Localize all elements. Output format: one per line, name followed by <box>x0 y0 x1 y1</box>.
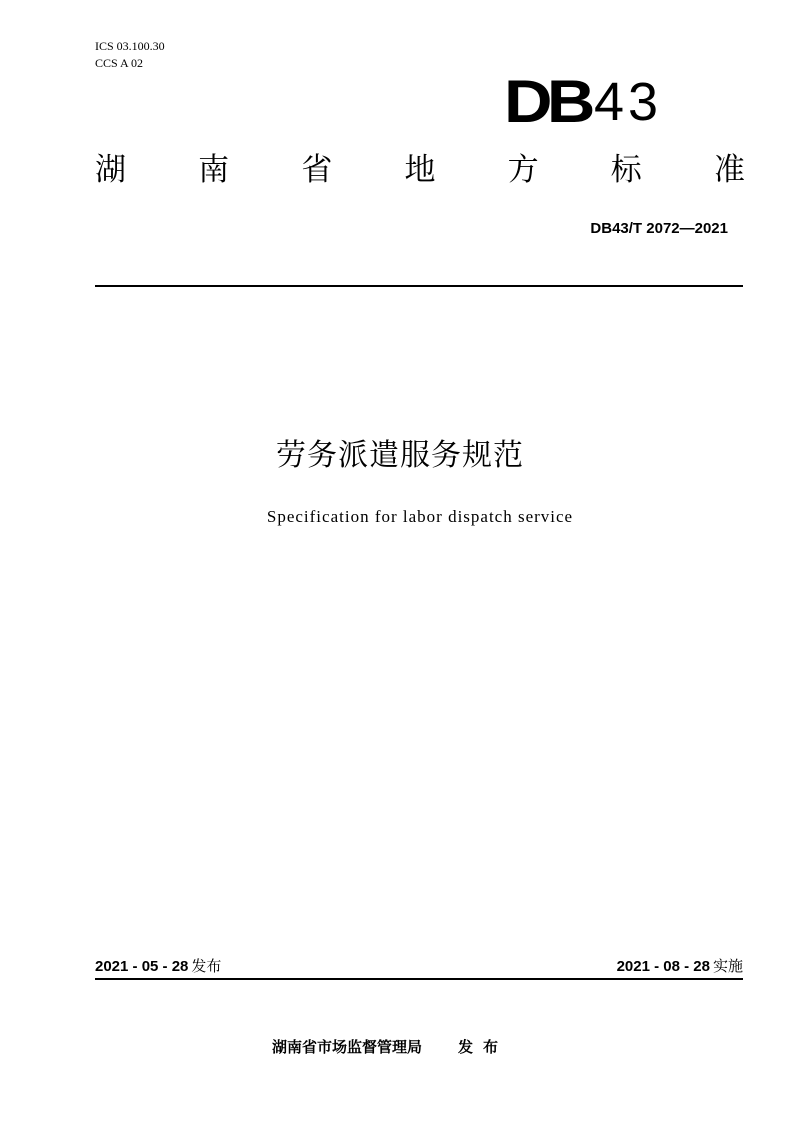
implement-date-block <box>617 955 743 978</box>
document-title-zh: 劳务派遣服务规范 <box>276 438 524 473</box>
top-divider <box>95 285 743 287</box>
bottom-divider <box>95 978 743 980</box>
db-logo-mark: DB <box>504 68 590 135</box>
document-title-en: Specification for labor dispatch service <box>266 507 574 526</box>
classification-codes <box>95 38 165 72</box>
issue-date: 2021 - 05 - 28 <box>95 958 189 975</box>
issue-label: 发布 <box>191 957 222 975</box>
issue-date-block <box>95 955 221 978</box>
standard-type-char: 地 <box>404 152 436 188</box>
standard-type-char: 南 <box>198 152 230 188</box>
issuer-action: 发布 <box>458 1038 509 1056</box>
db-logo <box>504 68 663 135</box>
standard-type-char: 方 <box>507 152 539 188</box>
standard-type-char: 湖 <box>95 152 126 188</box>
ics-code: ICS 03.100.30 <box>95 39 165 53</box>
standard-type-char: 省 <box>301 152 333 188</box>
db-logo-code: 43 <box>594 72 663 132</box>
implement-date: 2021 - 08 - 28 <box>616 958 710 975</box>
issuer-name: 湖南省市场监督管理局 <box>272 1038 423 1056</box>
standard-type-char: 准 <box>713 152 745 188</box>
standard-type-heading <box>95 150 745 190</box>
issuer-line <box>272 1036 508 1058</box>
standard-number: DB43/T 2072—2021 <box>590 220 728 237</box>
standard-type-char: 标 <box>610 152 642 188</box>
implement-label: 实施 <box>712 957 743 975</box>
ccs-code: CCS A 02 <box>95 56 144 70</box>
